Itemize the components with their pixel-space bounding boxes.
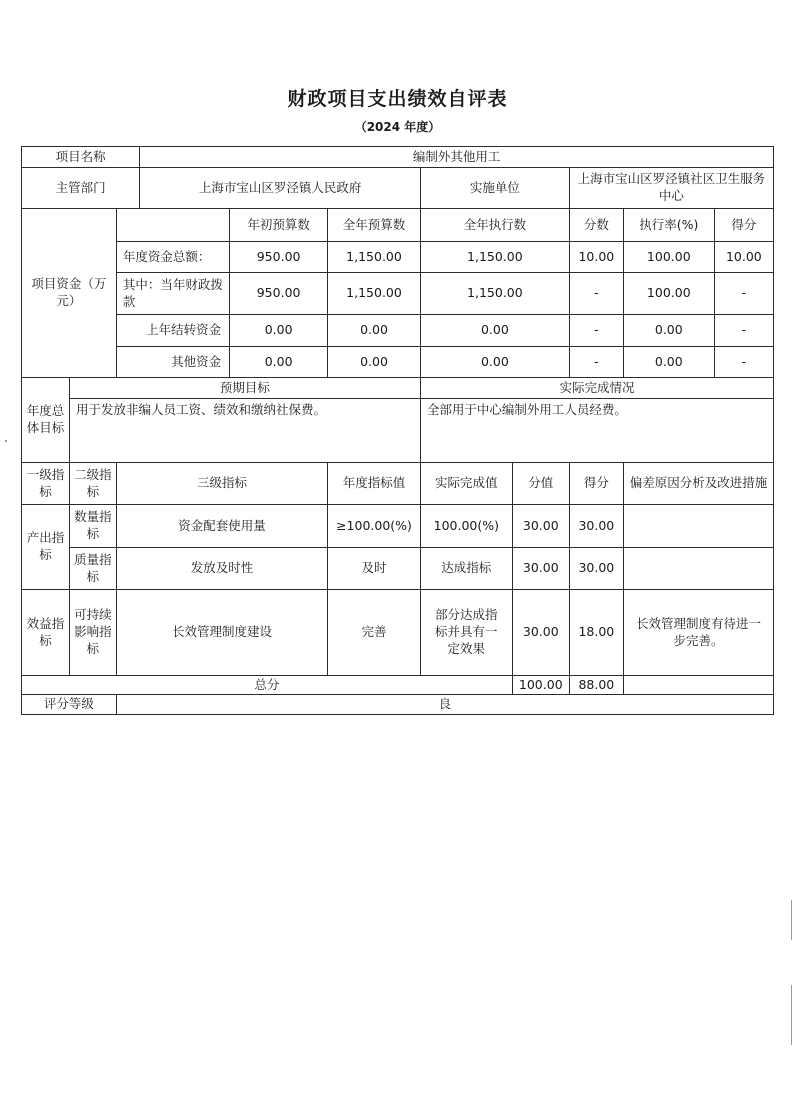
header-weight: 分值	[512, 463, 569, 505]
evaluation-table	[21, 146, 774, 715]
funds-row-initial: 0.00	[230, 315, 328, 347]
indicator-level2: 数量指标	[69, 505, 116, 548]
total-label: 总分	[22, 676, 513, 695]
funds-row-label: 其他资金	[116, 347, 229, 378]
scan-edge-mark	[791, 985, 792, 1045]
rating-label: 评分等级	[22, 695, 117, 715]
form-title: 财政项目支出绩效自评表	[287, 88, 508, 110]
indicator-note: 长效管理制度有待进一步完善。	[623, 590, 773, 676]
indicator-level3: 发放及时性	[116, 548, 327, 590]
goals-actual-header: 实际完成情况	[420, 378, 773, 399]
funds-header-score: 分数	[569, 209, 623, 242]
indicator-level3: 资金配套使用量	[116, 505, 327, 548]
indicator-target: 完善	[328, 590, 421, 676]
funds-row-annual: 1,150.00	[328, 273, 421, 315]
dept-value: 上海市宝山区罗泾镇人民政府	[140, 168, 421, 209]
funds-row-got: -	[714, 273, 773, 315]
funds-section-label: 项目资金（万元）	[22, 209, 117, 378]
total-weight: 100.00	[512, 676, 569, 695]
rating-value: 良	[116, 695, 773, 715]
funds-row	[22, 347, 774, 378]
funds-row-executed: 0.00	[420, 347, 569, 378]
funds-row-label: 其中：当年财政拨款	[116, 273, 229, 315]
total-score: 88.00	[569, 676, 623, 695]
goals-expected-text: 用于发放非编人员工资、绩效和缴纳社保费。	[69, 399, 420, 463]
project-name-value: 编制外其他用工	[140, 147, 774, 168]
form-year: （2024 年度）	[354, 120, 441, 134]
project-name-row	[22, 147, 774, 168]
funds-row-executed: 0.00	[420, 315, 569, 347]
funds-row-score: -	[569, 273, 623, 315]
funds-row-score: -	[569, 347, 623, 378]
indicator-level2: 可持续影响指标	[69, 590, 116, 676]
funds-row-annual: 0.00	[328, 315, 421, 347]
indicator-weight: 30.00	[512, 548, 569, 590]
unit-value: 上海市宝山区罗泾镇社区卫生服务中心	[569, 168, 773, 209]
indicator-score: 30.00	[569, 548, 623, 590]
indicator-row	[22, 505, 774, 548]
funds-header-blank	[116, 209, 229, 242]
funds-header-rate: 执行率(%)	[623, 209, 714, 242]
funds-row-executed: 1,150.00	[420, 273, 569, 315]
funds-row-initial: 950.00	[230, 273, 328, 315]
scan-edge-mark	[791, 900, 792, 940]
funds-row-rate: 100.00	[623, 273, 714, 315]
funds-row-executed: 1,150.00	[420, 242, 569, 273]
project-name-label: 项目名称	[22, 147, 140, 168]
funds-row-got: -	[714, 315, 773, 347]
funds-header-annual: 全年预算数	[328, 209, 421, 242]
indicator-row	[22, 590, 774, 676]
funds-row-initial: 0.00	[230, 347, 328, 378]
funds-row-annual: 1,150.00	[328, 242, 421, 273]
indicator-actual: 100.00(%)	[420, 505, 512, 548]
funds-header-executed: 全年执行数	[420, 209, 569, 242]
goals-section-label: 年度总体目标	[22, 378, 70, 463]
indicator-score: 30.00	[569, 505, 623, 548]
funds-row-label: 年度资金总额：	[116, 242, 229, 273]
goals-expected-header: 预期目标	[69, 378, 420, 399]
indicator-row	[22, 548, 774, 590]
funds-header-initial: 年初预算数	[230, 209, 328, 242]
funds-row	[22, 273, 774, 315]
header-deviation: 偏差原因分析及改进措施	[623, 463, 773, 505]
scan-speck	[5, 440, 7, 442]
indicator-level3: 长效管理制度建设	[116, 590, 327, 676]
total-note	[623, 676, 773, 695]
funds-row-rate: 100.00	[623, 242, 714, 273]
funds-row-annual: 0.00	[328, 347, 421, 378]
benefit-level1: 效益指标	[22, 590, 70, 676]
indicator-level2: 质量指标	[69, 548, 116, 590]
indicator-note	[623, 505, 773, 548]
header-score: 得分	[569, 463, 623, 505]
indicator-note	[623, 548, 773, 590]
funds-row-score: 10.00	[569, 242, 623, 273]
header-level2: 二级指标	[69, 463, 116, 505]
department-row	[22, 168, 774, 209]
goals-content-row	[22, 399, 774, 463]
funds-row	[22, 315, 774, 347]
indicator-target: 及时	[328, 548, 421, 590]
funds-header-got: 得分	[714, 209, 773, 242]
indicator-actual: 达成指标	[420, 548, 512, 590]
funds-row-rate: 0.00	[623, 347, 714, 378]
indicator-score: 18.00	[569, 590, 623, 676]
output-level1: 产出指标	[22, 505, 70, 590]
indicator-weight: 30.00	[512, 505, 569, 548]
header-target: 年度指标值	[328, 463, 421, 505]
funds-header-row	[22, 209, 774, 242]
funds-row-label: 上年结转资金	[116, 315, 229, 347]
total-row	[22, 676, 774, 695]
indicator-weight: 30.00	[512, 590, 569, 676]
funds-row	[22, 242, 774, 273]
funds-row-initial: 950.00	[230, 242, 328, 273]
funds-row-got: 10.00	[714, 242, 773, 273]
indicator-target: ≥100.00(%)	[328, 505, 421, 548]
header-level1: 一级指标	[22, 463, 70, 505]
goals-actual-text: 全部用于中心编制外用工人员经费。	[420, 399, 773, 463]
rating-row	[22, 695, 774, 715]
header-level3: 三级指标	[116, 463, 327, 505]
funds-row-got: -	[714, 347, 773, 378]
dept-label: 主管部门	[22, 168, 140, 209]
indicator-actual: 部分达成指标并具有一定效果	[420, 590, 512, 676]
unit-label: 实施单位	[420, 168, 569, 209]
funds-row-score: -	[569, 315, 623, 347]
header-actual: 实际完成值	[420, 463, 512, 505]
indicator-header-row	[22, 463, 774, 505]
funds-row-rate: 0.00	[623, 315, 714, 347]
goals-header-row	[22, 378, 774, 399]
